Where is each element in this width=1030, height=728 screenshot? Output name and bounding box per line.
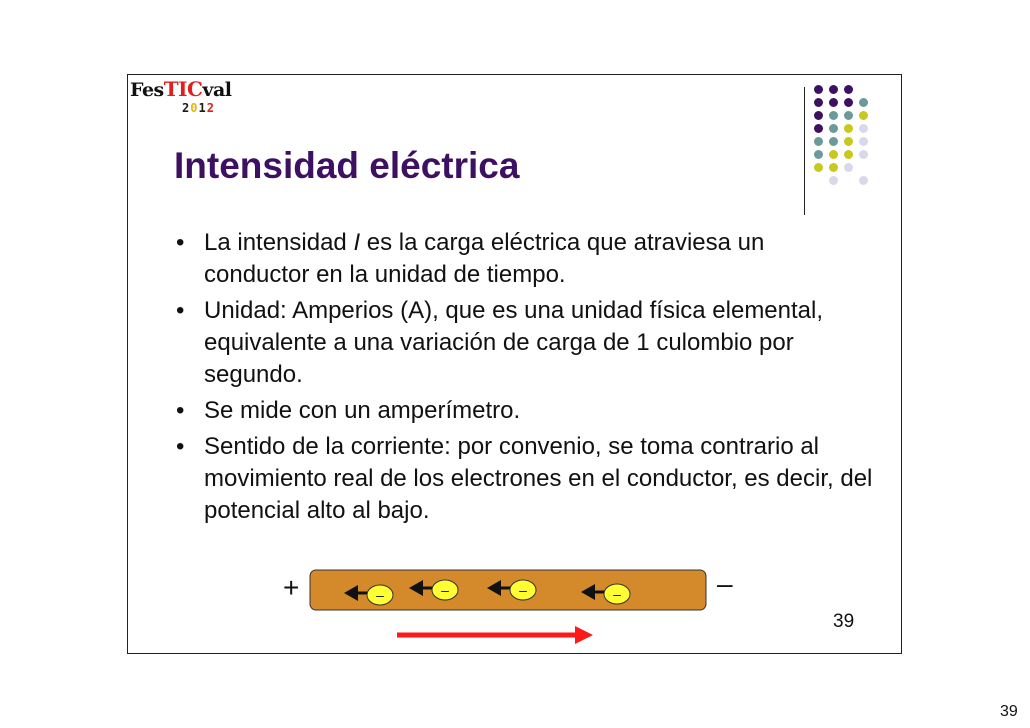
current-arrowhead (575, 626, 593, 644)
bullet-item: • Unidad: Amperios (A), que es una unidad física elemental, equivalente a una variación de carga de 1 culombio por segundo. (176, 297, 824, 388)
decoration-dot (859, 176, 868, 185)
logo-year-digit: 2 (206, 101, 215, 115)
slide-title: Intensidad eléctrica (174, 145, 520, 186)
logo-wordmark: FesTICval (130, 77, 232, 101)
decoration-dot (814, 137, 823, 146)
bullet-icon: • (176, 397, 185, 424)
decoration-dot (859, 98, 868, 107)
bullet-icon: • (176, 297, 185, 324)
electron-label: – (441, 582, 449, 598)
decoration-dot (859, 150, 868, 159)
decoration-dot (844, 98, 853, 107)
bullet-item: • Se mide con un amperímetro. (174, 395, 874, 427)
decoration-dot (859, 124, 868, 133)
decoration-dot (844, 163, 853, 172)
decoration-dot (829, 137, 838, 146)
decoration-dot (829, 111, 838, 120)
logo-year-digit: 2 (182, 101, 191, 115)
electron-label: – (613, 586, 621, 602)
bullet-item: • Sentido de la corriente: por convenio, se toma contrario al movimiento real de los electrones en el conductor, es decir, del potencial alto al bajo. (176, 433, 873, 524)
decoration-dot (829, 163, 838, 172)
dot-grid-decoration (814, 85, 894, 195)
title-divider (804, 87, 805, 215)
slide-page-number: 39 (833, 611, 855, 632)
conductor-svg (127, 560, 827, 660)
decoration-dot (844, 150, 853, 159)
electron-label: – (519, 582, 527, 598)
electron-label: – (376, 587, 384, 603)
decoration-dot (814, 150, 823, 159)
decoration-dot (814, 163, 823, 172)
decoration-dot (829, 124, 838, 133)
decoration-dot (814, 124, 823, 133)
decoration-dot (829, 85, 838, 94)
decoration-dot (844, 85, 853, 94)
bullet-item: • La intensidad I es la carga eléctrica que atraviesa un conductor en la unidad de tiempo. (176, 229, 765, 288)
decoration-dot (859, 111, 868, 120)
decoration-dot (829, 98, 838, 107)
negative-terminal: – (717, 568, 733, 599)
positive-terminal: + (283, 572, 300, 603)
decoration-dot (844, 111, 853, 120)
decoration-dot (829, 150, 838, 159)
decoration-dot (844, 137, 853, 146)
logo-year (182, 101, 215, 115)
decoration-dot (814, 111, 823, 120)
bullet-list (174, 227, 874, 531)
current-diagram (127, 560, 827, 660)
decoration-dot (859, 137, 868, 146)
logo-year-digit: 1 (198, 101, 207, 115)
decoration-dot (829, 176, 838, 185)
bullet-icon: • (176, 433, 185, 460)
decoration-dot (844, 124, 853, 133)
decoration-dot (814, 98, 823, 107)
bullet-icon: • (176, 229, 185, 256)
logo-year-digit: 0 (190, 101, 199, 115)
decoration-dot (814, 85, 823, 94)
page-number: 39 (1000, 703, 1018, 720)
